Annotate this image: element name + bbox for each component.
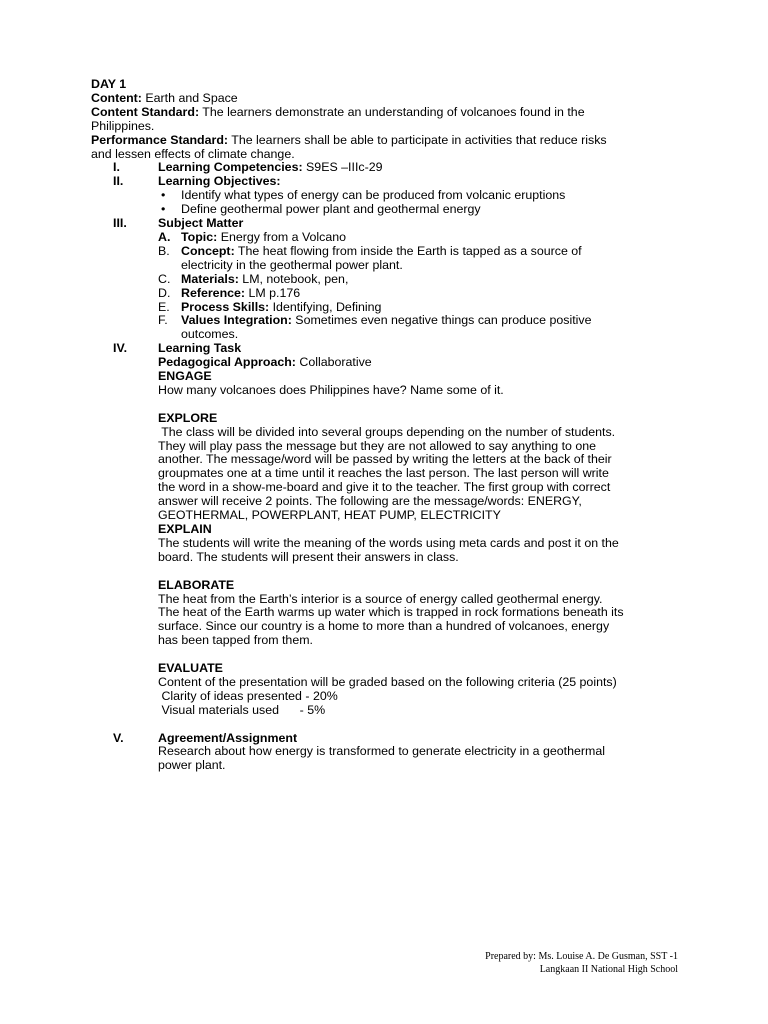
evaluate-line: Content of the presentation will be graded based on the following criteria (25 points): [158, 674, 617, 689]
item-value: Energy from a Volcano: [217, 229, 347, 244]
objective-item: [91, 203, 691, 217]
item-label: Values Integration:: [181, 313, 292, 328]
section-number: II.: [113, 174, 124, 189]
item-letter: A.: [158, 229, 171, 244]
evaluate-criterion: Visual materials used - 5%: [158, 702, 326, 717]
item-label: Process Skills:: [181, 299, 270, 314]
explain-line: board. The students will present their answers in class.: [158, 549, 459, 564]
evaluate-criterion: Clarity of ideas presented - 20%: [158, 688, 338, 703]
subject-item-values-integration: [91, 314, 691, 328]
explore-heading: EXPLORE: [158, 410, 218, 425]
section-label: Learning Objectives:: [158, 174, 281, 189]
subject-item-materials: [91, 273, 691, 287]
section-label: Learning Competencies:: [158, 160, 303, 175]
item-label: Materials:: [181, 271, 239, 286]
engage-text: How many volcanoes does Philippines have? Name some of it.: [158, 382, 504, 397]
assignment-line: Research about how energy is transformed to generate electricity in a geothermal: [158, 744, 605, 759]
section-label: Learning Task: [158, 341, 242, 356]
elaborate-line: has been tapped from them.: [158, 633, 313, 648]
explore-line: another. The message/word will be passed by writing the letters at the back of their: [158, 452, 612, 467]
explore-line: They will play pass the message but they are not allowed to say anything to one: [158, 438, 597, 453]
content-standard-value: The learners demonstrate an understanding of volcanoes found in the: [199, 104, 585, 119]
item-value: Sometimes even negative things can produce positive: [291, 313, 592, 328]
item-label: Concept:: [181, 243, 235, 258]
section-subject-matter: [91, 217, 691, 231]
subject-item-values-continued: outcomes.: [181, 327, 239, 342]
elaborate-line: The heat from the Earth’s interior is a source of energy called geothermal energy.: [158, 591, 603, 606]
subject-item-concept: [91, 245, 691, 259]
lesson-plan: [91, 78, 691, 773]
item-value: LM p.176: [245, 285, 301, 300]
objective-item: [91, 189, 691, 203]
content-standard-line: [91, 106, 691, 120]
section-learning-objectives: [91, 175, 691, 189]
elaborate-line: surface. Since our country is a home to more than a hundred of volcanoes, energy: [158, 619, 610, 634]
section-agreement-assignment: [91, 732, 691, 746]
item-label: Topic:: [181, 229, 218, 244]
section-value: S9ES –IIIc-29: [302, 160, 383, 175]
section-number: V.: [113, 730, 124, 745]
section-label: Subject Matter: [158, 216, 244, 231]
explore-line: the word in a show-me-board and give it to the teacher. The first group with correct: [158, 480, 611, 495]
explain-line: The students will write the meaning of the words using meta cards and post it on the: [158, 535, 619, 550]
assignment-line: power plant.: [158, 758, 226, 773]
pedagogical-approach: [91, 356, 691, 370]
explore-line: GEOTHERMAL, POWERPLANT, HEAT PUMP, ELECTRICITY: [158, 508, 501, 523]
subject-item-concept-continued: electricity in the geothermal power plant.: [181, 257, 403, 272]
subject-item-topic: [91, 231, 691, 245]
item-label: Reference:: [181, 285, 246, 300]
prepared-by-line: Prepared by: Ms. Louise A. De Gusman, SST -1: [485, 951, 678, 962]
performance-standard-line: [91, 134, 691, 148]
explore-line: groupmates one at a time until it reaches the last person. The last person will write: [158, 466, 609, 481]
bullet-icon: •: [161, 188, 166, 203]
item-value: The heat flowing from inside the Earth is tapped as a source of: [234, 243, 582, 258]
performance-standard-continued: and lessen effects of climate change.: [91, 146, 295, 161]
section-label: Agreement/Assignment: [158, 730, 298, 745]
subject-item-reference: [91, 287, 691, 301]
subject-item-process-skills: [91, 301, 691, 315]
approach-label: Pedagogical Approach:: [158, 355, 296, 370]
explore-line: answer will receive 2 points. The following are the message/words: ENERGY,: [158, 494, 582, 509]
content-standard-continued: Philippines.: [91, 118, 155, 133]
prepared-by-footer: [485, 950, 678, 976]
section-learning-task: [91, 342, 691, 356]
explain-heading: EXPLAIN: [158, 521, 212, 536]
section-number: III.: [113, 216, 127, 231]
content-standard-label: Content Standard:: [91, 104, 200, 119]
item-letter: E.: [158, 299, 170, 314]
objective-text: Define geothermal power plant and geothermal energy: [181, 202, 481, 217]
elaborate-heading: ELABORATE: [158, 577, 235, 592]
section-number: IV.: [113, 341, 128, 356]
elaborate-line: The heat of the Earth warms up water which is trapped in rock formations beneath its: [158, 605, 624, 620]
explore-line: The class will be divided into several groups depending on the number of students.: [158, 424, 616, 439]
evaluate-heading: EVALUATE: [158, 661, 223, 676]
item-letter: B.: [158, 243, 170, 258]
content-label: Content:: [91, 90, 142, 105]
content-line: [91, 92, 691, 106]
performance-standard-label: Performance Standard:: [91, 132, 229, 147]
objective-text: Identify what types of energy can be produced from volcanic eruptions: [181, 188, 566, 203]
performance-standard-value: The learners shall be able to participate in activities that reduce risks: [228, 132, 607, 147]
item-letter: F.: [158, 313, 168, 328]
section-number: I.: [113, 160, 120, 175]
school-name-line: Langkaan II National High School: [539, 964, 678, 975]
section-learning-competencies: [91, 161, 691, 175]
day-heading: DAY 1: [91, 77, 127, 91]
item-value: LM, notebook, pen,: [238, 271, 349, 286]
approach-value: Collaborative: [295, 355, 372, 370]
item-value: Identifying, Defining: [269, 299, 382, 314]
engage-heading: ENGAGE: [158, 369, 212, 384]
item-letter: C.: [158, 271, 171, 286]
item-letter: D.: [158, 285, 171, 300]
content-value: Earth and Space: [141, 90, 238, 105]
bullet-icon: •: [161, 202, 166, 217]
